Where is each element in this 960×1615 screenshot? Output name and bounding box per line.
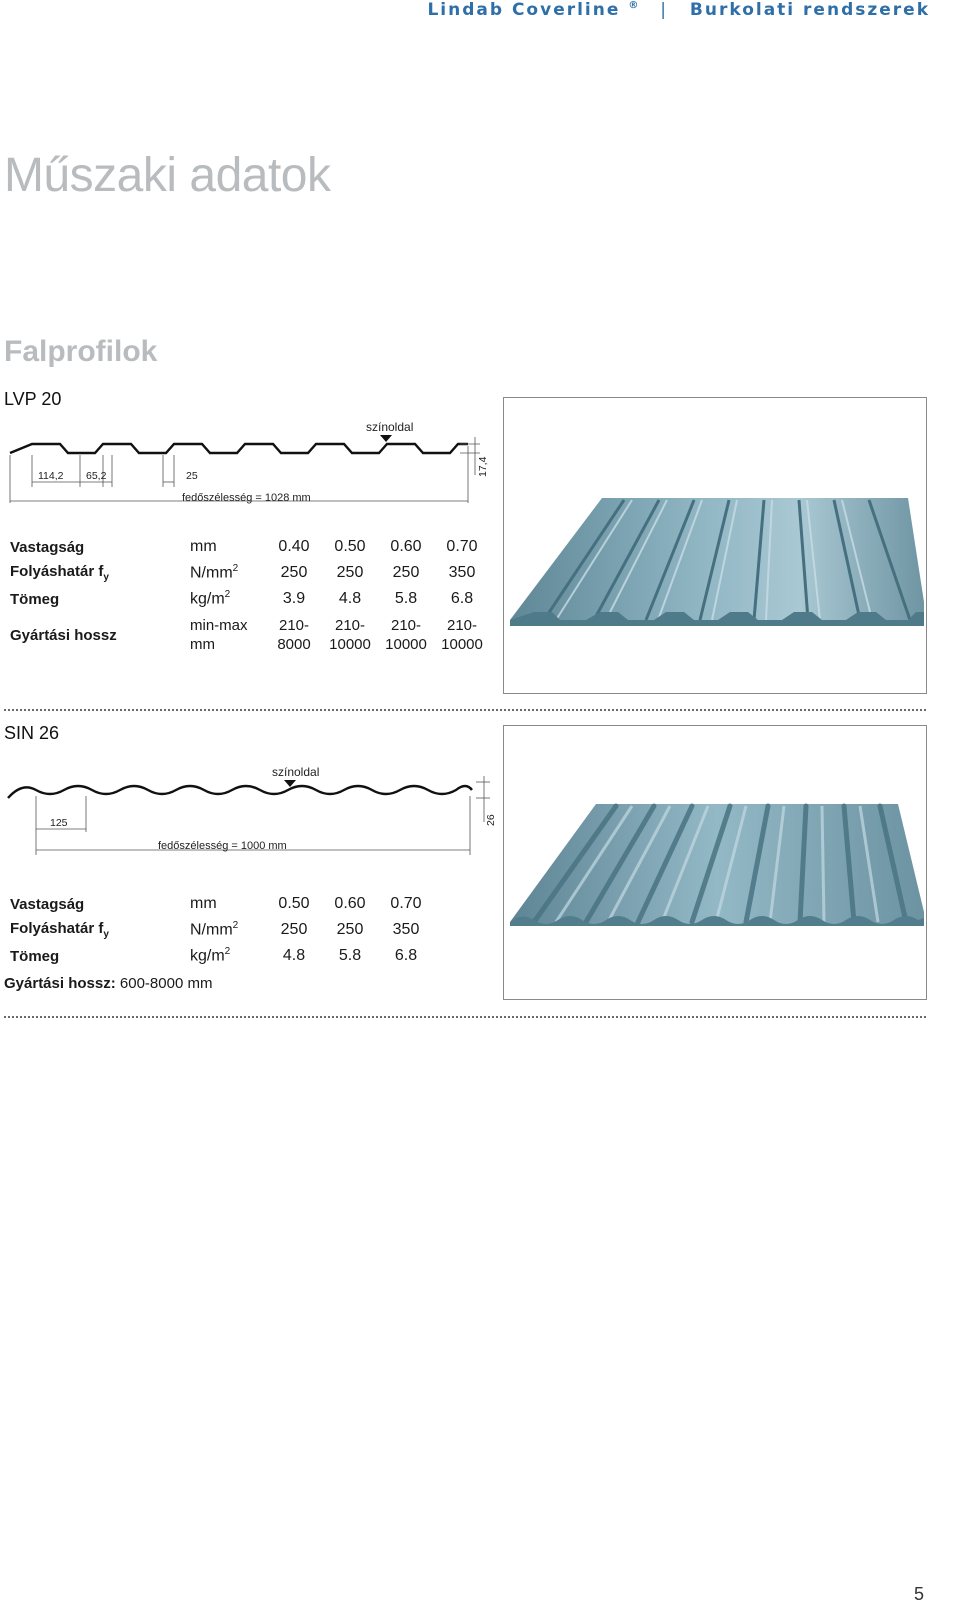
spec-value: 3.9	[282, 590, 306, 607]
spec-value: 250	[280, 921, 308, 938]
sin-pitch-dim: 125	[50, 817, 68, 829]
lvp-spec-table	[10, 534, 490, 658]
spec-label: Vastagság	[10, 895, 85, 913]
sin-height-dim: 26	[485, 814, 497, 826]
spec-value: 4.8	[338, 590, 362, 607]
lvp-side-arrow	[380, 435, 392, 442]
spec-value: 250	[336, 921, 364, 938]
spec-value: 0.60	[390, 538, 422, 555]
lvp-profile-drawing	[0, 415, 500, 510]
sin-length-note	[4, 975, 212, 992]
spec-value: 210- 8000	[277, 617, 311, 653]
section-divider	[4, 709, 926, 711]
spec-value: 5.8	[394, 590, 418, 607]
spec-value: 0.50	[278, 895, 310, 912]
sin-profile-name: SIN 26	[4, 723, 60, 743]
spec-unit: $kg/m^2$	[190, 589, 231, 608]
spec-unit: $kg/m^2$	[190, 946, 231, 965]
spec-value: 0.60	[334, 895, 366, 912]
spec-unit: min-max mm	[190, 617, 248, 653]
spec-value: 250	[392, 564, 420, 581]
spec-value: 350	[392, 921, 420, 938]
page-header	[427, 0, 930, 20]
spec-value: 6.8	[394, 947, 418, 964]
lvp-cover-width: fedőszélesség = 1028 mm	[182, 492, 311, 504]
sin-spec-table	[10, 891, 434, 969]
sin-length-value: 600-8000 mm	[119, 975, 213, 992]
spec-value: 210- 10000	[329, 617, 371, 653]
header-section: Burkolati rendszerek	[689, 0, 930, 20]
sin-side-label: színoldal	[272, 765, 320, 779]
lvp-dim-1: 114,2	[38, 470, 64, 482]
table-row	[10, 560, 490, 586]
spec-value: 0.70	[390, 895, 422, 912]
lvp-dim-3: 25	[186, 470, 198, 482]
spec-value: 350	[448, 564, 476, 581]
table-row	[10, 612, 490, 658]
table-row	[10, 586, 490, 612]
sin-cover-width: fedőszélesség = 1000 mm	[158, 840, 287, 852]
spec-value: 5.8	[338, 947, 362, 964]
page-title: Műszaki adatok	[4, 149, 331, 202]
spec-label: Gyártási hossz	[10, 626, 117, 644]
section-divider	[4, 1016, 926, 1018]
sin-length-label: Gyártási hossz:	[4, 975, 116, 992]
page-number: 5	[913, 1584, 924, 1604]
sin-sheet-illustration	[504, 726, 926, 999]
spec-label: Tömeg	[10, 590, 60, 608]
spec-value: 4.8	[282, 947, 306, 964]
spec-label: Folyáshatár $f_y$	[10, 920, 109, 940]
spec-value: 210- 10000	[441, 617, 483, 653]
lvp-height-dim: 17,4	[477, 456, 489, 477]
spec-label: Folyáshatár $f_y$	[10, 563, 109, 583]
spec-value: 0.70	[446, 538, 478, 555]
sin-side-arrow	[284, 780, 296, 787]
spec-label: Tömeg	[10, 947, 60, 965]
spec-value: 250	[336, 564, 364, 581]
spec-label: Vastagság	[10, 538, 85, 556]
spec-unit: mm	[190, 895, 217, 912]
sin-profile-line	[8, 786, 472, 798]
spec-value: 210- 10000	[385, 617, 427, 653]
spec-value: 0.40	[278, 538, 310, 555]
lvp-sheet-illustration	[504, 398, 926, 693]
spec-value: 6.8	[450, 590, 474, 607]
lvp-profile-name: LVP 20	[4, 389, 62, 409]
registered-mark: ®	[628, 0, 639, 11]
lvp-profile-line	[10, 444, 468, 453]
header-brand: Lindab Coverline	[427, 0, 621, 20]
spec-value: 250	[280, 564, 308, 581]
spec-unit: mm	[190, 538, 217, 555]
lvp-side-label: színoldal	[366, 420, 414, 434]
sin-profile-drawing	[0, 760, 500, 855]
sin-product-image	[503, 725, 927, 1000]
lvp-dim-2: 65,2	[86, 470, 107, 482]
lvp-product-image	[503, 397, 927, 694]
header-separator: |	[660, 0, 668, 20]
spec-unit: $N/mm^2$	[190, 563, 239, 582]
table-row	[10, 534, 490, 560]
table-row	[10, 943, 434, 969]
spec-unit: $N/mm^2$	[190, 920, 239, 939]
table-row	[10, 917, 434, 943]
section-title: Falprofilok	[4, 335, 158, 368]
table-row	[10, 891, 434, 917]
spec-value: 0.50	[334, 538, 366, 555]
